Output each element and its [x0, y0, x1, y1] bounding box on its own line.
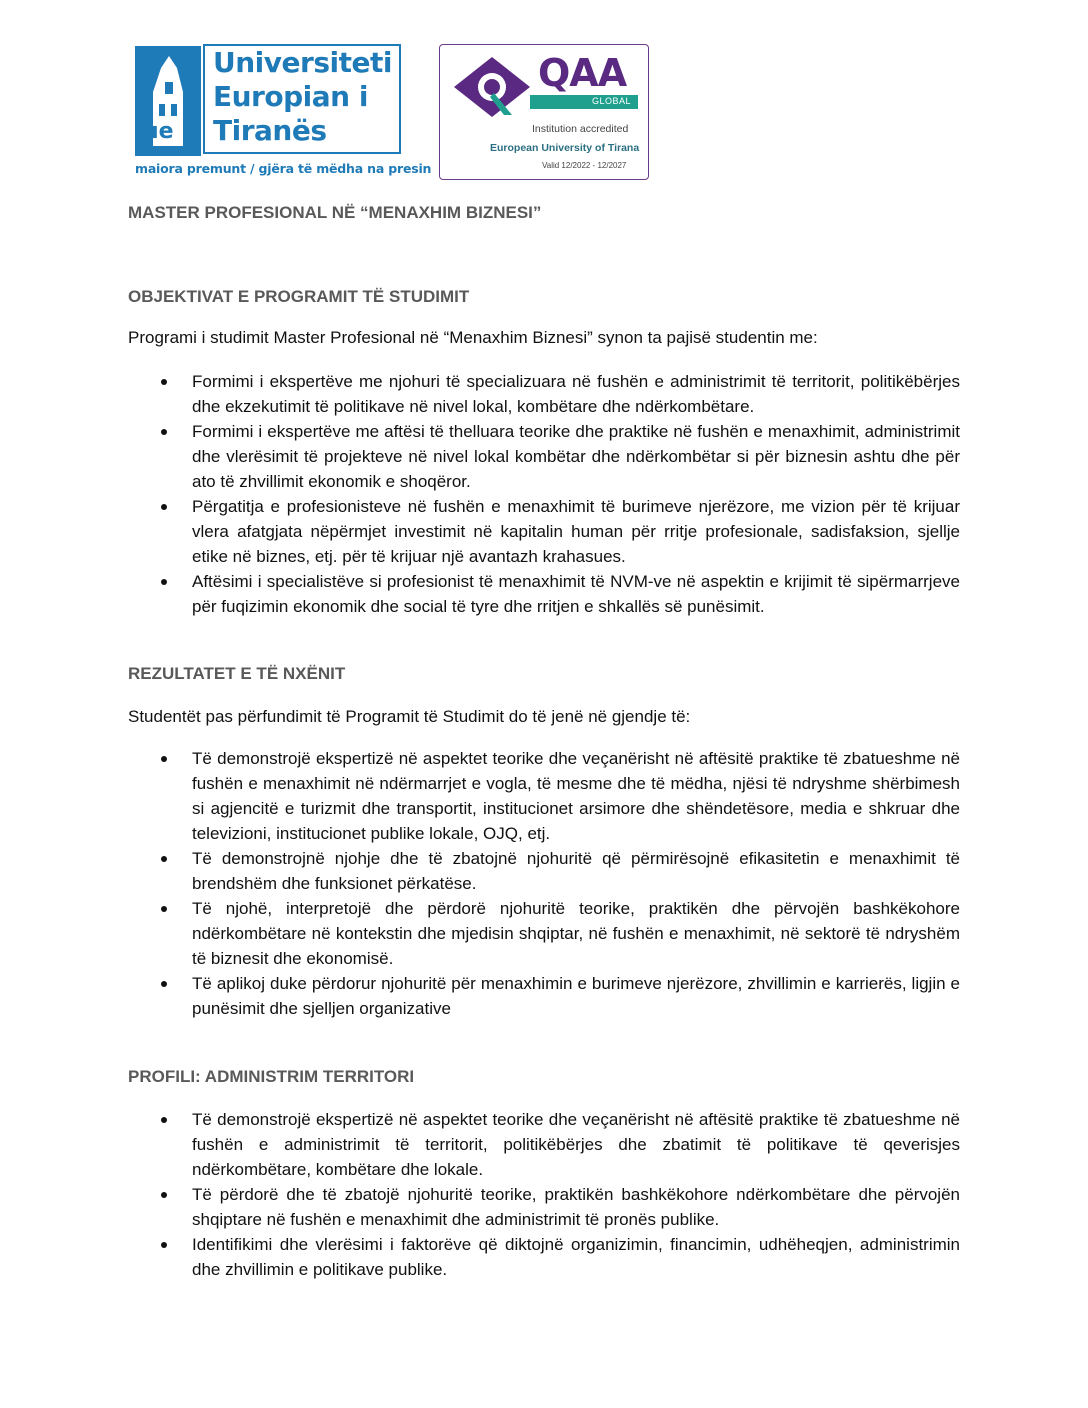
page-header: [0, 0, 1088, 185]
list-item: Të demonstrojnë njohje dhe të zbatojnë njohuritë që përmirësojnë efikasitetin e menaxhimit të brendshëm dhe funksionet përkatëse.: [128, 846, 960, 896]
section-intro-learning-outcomes: Studentët pas përfundimit të Programit të Studimit do të jenë në gjendje të:: [128, 707, 691, 726]
section-heading-learning-outcomes: REZULTATET E TË NXËNIT: [128, 664, 346, 683]
bullet-icon: [161, 579, 167, 585]
qaa-letters: QAA: [538, 51, 627, 95]
list-item: Formimi i ekspertëve me njohuri të specializuara në fushën e administrimit të territorit, politikëbërjes dhe ekzekutimit të politikave në nivel lokal, kombëtare dhe ndërkombëtare.: [128, 369, 960, 419]
bullet-icon: [161, 1192, 167, 1198]
qaa-accredited-text: Institution accredited: [532, 123, 629, 135]
bullet-icon: [161, 856, 167, 862]
section-intro-objectives: Programi i studimit Master Profesional në “Menaxhim Biznesi” synon ta pajisë studentin me:: [128, 328, 818, 347]
university-logo: [133, 44, 432, 184]
svg-text:ue: ue: [143, 119, 174, 144]
qaa-institution-name: European University of Tirana: [490, 142, 640, 154]
bullet-icon: [161, 906, 167, 912]
tower-emblem-icon: [135, 46, 201, 156]
list-item: Identifikimi dhe vlerësimi i faktorëve që diktojnë organizimin, financimin, udhëheqjen, administrimin dhe zhvillimin e politikave publike.: [128, 1232, 960, 1282]
bullet-icon: [161, 981, 167, 987]
list-item: Përgatitja e profesionisteve në fushën e menaxhimit të burimeve njerëzore, me vizion për të krijuar vlera afatgjata nëpërmjet investimit në kapitalin human për rritje profesionale, sadisfaksion, sjellje etike në biznes, etj. për të krijuar një avantazh krahasues.: [128, 494, 960, 569]
university-emblem: [135, 46, 201, 156]
section-heading-profile: PROFILI: ADMINISTRIM TERRITORI: [128, 1067, 415, 1086]
university-logo-box: [133, 44, 405, 156]
objectives-list: [128, 369, 960, 619]
qaa-accreditation-badge: [439, 44, 649, 180]
bullet-icon: [161, 504, 167, 510]
section-heading-objectives: OBJEKTIVAT E PROGRAMIT TË STUDIMIT: [128, 287, 470, 306]
qaa-global-label: GLOBAL: [592, 96, 632, 106]
list-item: Të njohë, interpretojë dhe përdorë njohuritë teorike, praktikën dhe përvojën bashkëkohore ndërkombëtare në kontekstin dhe mjedisin shqiptar, në fushën e menaxhimit, në sektorë të ndryshëm të biznesit dhe ekonomisë.: [128, 896, 960, 971]
list-item: Aftësimi i specialistëve si profesionist të menaxhimit të NVM-ve në aspektin e krijimit të sipërmarrjeve për fuqizimin ekonomik dhe social të tyre dhe rritjen e shkallës së punësimit.: [128, 569, 960, 619]
list-item: Të demonstrojë ekspertizë në aspektet teorike dhe veçanërisht në aftësitë praktike të zbatueshme në fushën e administrimit të territorit, politikëbërjes dhe zbatimit të politikave të qeverisjes ndërkombëtare, kombëtare dhe lokale.: [128, 1107, 960, 1182]
list-item: Të përdorë dhe të zbatojë njohuritë teorike, praktikën bashkëkohore ndërkombëtare dhe përvojën shqiptare në fushën e menaxhimit dhe administrimit të pronës publike.: [128, 1182, 960, 1232]
profile-list: [128, 1107, 960, 1282]
bullet-icon: [161, 429, 167, 435]
learning-outcomes-list: [128, 746, 960, 1021]
qaa-q-mark-icon: [450, 53, 546, 121]
university-name: Universiteti Europian i Tiranës: [213, 46, 392, 147]
bullet-icon: [161, 1242, 167, 1248]
list-item: Të aplikoj duke përdorur njohuritë për menaxhimin e burimeve njerëzore, zhvillimin e karrierës, ligjin e punësimit dhe sjelljen organizative: [128, 971, 960, 1021]
bullet-icon: [161, 756, 167, 762]
bullet-icon: [161, 379, 167, 385]
list-item: Të demonstrojë ekspertizë në aspektet teorike dhe veçanërisht në aftësitë praktike të zbatueshme në fushën e menaxhimit në ndërmarrjet e vogla, të mesme dhe të mëdha, njësi të ndryshme shërbimesh si agjencitë e turizmit dhe transportit, institucionet arsimore dhe shëndetësore, media e shkruar dhe televizioni, institucionet publike lokale, OJQ, etj.: [128, 746, 960, 846]
bullet-icon: [161, 1117, 167, 1123]
qaa-validity: Valid 12/2022 - 12/2027: [542, 161, 627, 170]
list-item: Formimi i ekspertëve me aftësi të thelluara teorike dhe praktike në fushën e menaxhimit, administrimit dhe vlerësimit të projekteve në nivel lokal kombëtar dhe ndërkombëtar si për biznesin ashtu dhe për ato të zhvillimit ekonomik e shoqëror.: [128, 419, 960, 494]
document-title: MASTER PROFESIONAL NË “MENAXHIM BIZNESI”: [128, 203, 542, 222]
university-motto: maiora premunt / gjëra të mëdha na presin: [135, 161, 432, 176]
